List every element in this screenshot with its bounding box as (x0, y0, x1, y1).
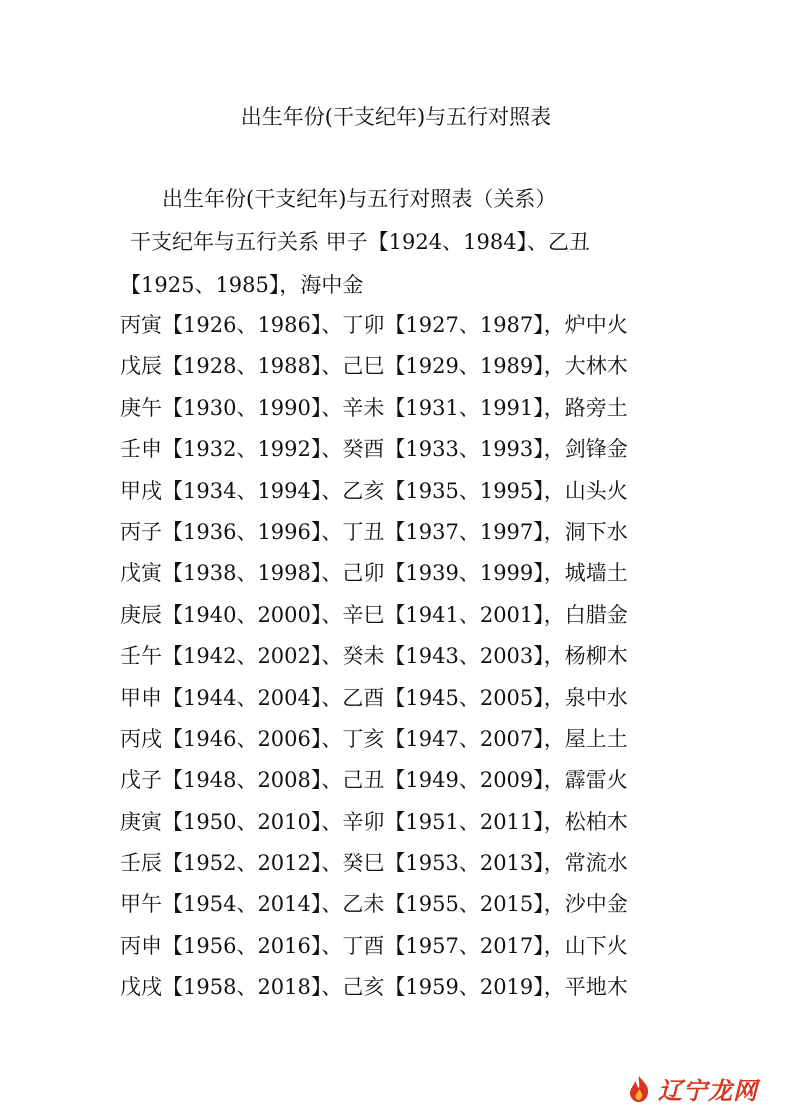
intro-line-1: 干支纪年与五行关系 甲子【1924、1984】、乙丑 (130, 230, 591, 254)
table-row: 庚寅【1950、2010】、辛卯【1951、2011】，松柏木 (120, 809, 628, 834)
table-row: 壬午【1942、2002】、癸未【1943、2003】，杨柳木 (120, 644, 628, 669)
fire-logo-icon (624, 1074, 654, 1104)
table-row: 戊子【1948、2008】、己丑【1949、2009】，霹雷火 (120, 768, 628, 793)
table-row: 甲戌【1934、1994】、乙亥【1935、1995】，山头火 (120, 478, 628, 503)
table-row: 丙申【1956、2016】、丁酉【1957、2017】，山下火 (120, 933, 628, 958)
table-row: 戊辰【1928、1988】、己巳【1929、1989】，大林木 (120, 354, 628, 379)
table-row: 丙子【1936、1996】、丁丑【1937、1997】，洞下水 (120, 519, 628, 544)
page-title: 出生年份(干支纪年)与五行对照表 (240, 105, 552, 129)
element-table (120, 310, 680, 1014)
section-heading: 出生年份(干支纪年)与五行对照表（关系） (162, 187, 557, 211)
table-row: 甲申【1944、2004】、乙酉【1945、2005】，泉中水 (120, 685, 628, 710)
table-row: 庚辰【1940、2000】、辛巳【1941、2001】，白腊金 (120, 602, 628, 627)
intro-line-2: 【1925、1985】，海中金 (120, 273, 364, 297)
table-row: 戊戌【1958、2018】、己亥【1959、2019】，平地木 (120, 975, 628, 1000)
table-row: 丙寅【1926、1986】、丁卯【1927、1987】，炉中火 (120, 313, 628, 337)
table-row: 甲午【1954、2014】、乙未【1955、2015】，沙中金 (120, 892, 628, 917)
table-row: 丙戌【1946、2006】、丁亥【1947、2007】，屋上土 (120, 726, 628, 751)
table-row: 壬辰【1952、2012】、癸巳【1953、2013】，常流水 (120, 851, 628, 876)
table-row: 壬申【1932、1992】、癸酉【1933、1993】，剑锋金 (120, 437, 628, 462)
table-row: 庚午【1930、1990】、辛未【1931、1991】，路旁土 (120, 395, 628, 420)
watermark-text: 辽宁龙网 (658, 1077, 758, 1105)
table-row: 戊寅【1938、1998】、己卯【1939、1999】，城墙土 (120, 561, 628, 586)
site-watermark (624, 1071, 758, 1106)
